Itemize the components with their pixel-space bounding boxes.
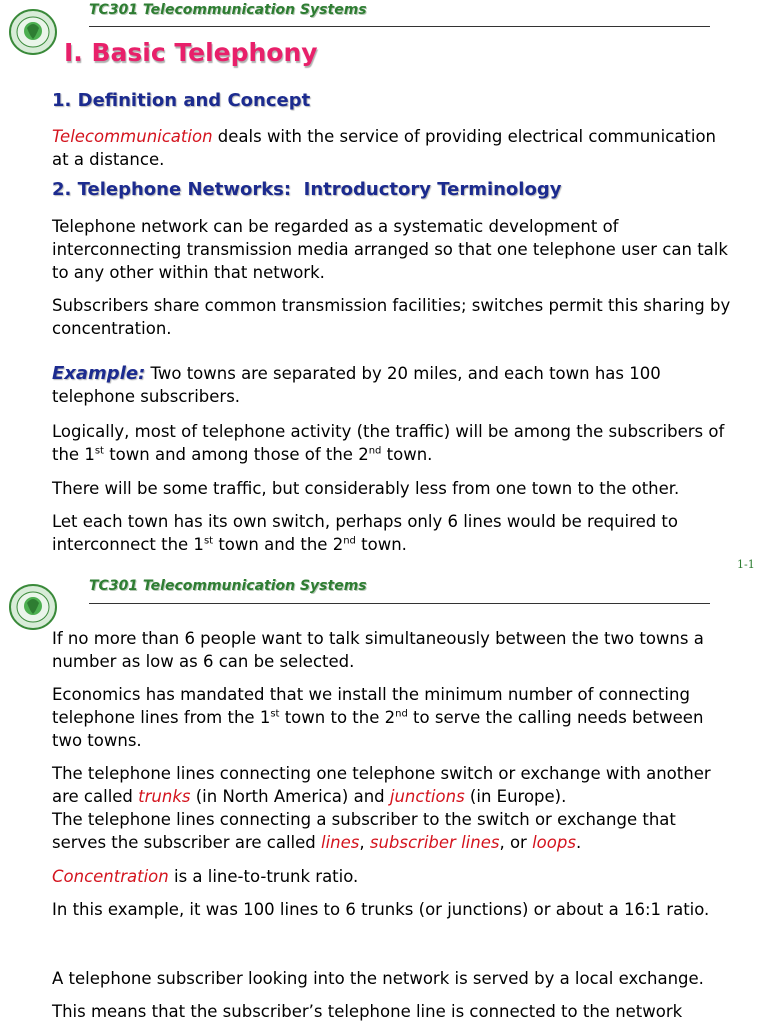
paragraph-trunks-lines: The telephone lines connecting one telephone switch or exchange with another are called trunks (in North America) and junctions (in Europe). The telephone lines connecting a subscriber to the switch or exchange that serves the subscriber are called lines, subscriber lines, or loops. bbox=[52, 764, 711, 852]
header-course-title: TC301 Telecommunication Systems bbox=[89, 2, 367, 18]
section-heading-networks: 2. Telephone Networks: Introductory Terminology bbox=[52, 179, 562, 200]
term-loops: loops bbox=[532, 833, 576, 852]
university-logo-icon bbox=[8, 8, 58, 56]
paragraph-subscriber-line: This means that the subscriber’s telephone line is connected to the network bbox=[52, 1002, 683, 1021]
term-trunks: trunks bbox=[138, 787, 191, 806]
header-rule bbox=[89, 603, 710, 604]
paragraph-example: Example: Two towns are separated by 20 miles, and each town has 100 telephone subscribers. bbox=[52, 363, 661, 406]
term-concentration: Concentration bbox=[52, 867, 169, 886]
definition-paragraph: Telecommunication deals with the service of providing electrical communication at a distance. bbox=[52, 127, 716, 169]
term-telecommunication: Telecommunication bbox=[52, 127, 213, 146]
paragraph-network-definition: Telephone network can be regarded as a systematic development of interconnecting transmission media arranged so that one telephone user can talk to any other within that network. bbox=[52, 217, 728, 282]
paragraph-economics: Economics has mandated that we install the minimum number of connecting telephone lines from the 1st town to the 2nd to serve the calling needs between two towns. bbox=[52, 685, 704, 750]
section-heading-definition: 1. Definition and Concept bbox=[52, 90, 311, 111]
university-logo-icon bbox=[8, 583, 58, 631]
paragraph-own-switch: Let each town has its own switch, perhaps only 6 lines would be required to interconnect the 1st town and the 2nd town. bbox=[52, 512, 679, 554]
term-lines: lines bbox=[320, 833, 360, 852]
term-subscriber-lines: subscriber lines bbox=[369, 833, 500, 852]
term-junctions: junctions bbox=[389, 787, 465, 806]
page-title: I. Basic Telephony bbox=[64, 38, 318, 67]
paragraph-traffic: Logically, most of telephone activity (the traffic) will be among the subscribers of the 1st town and among those of the 2nd town. bbox=[52, 422, 725, 464]
header-rule bbox=[89, 26, 710, 27]
paragraph-shared-facilities: Subscribers share common transmission facilities; switches permit this sharing by concentration. bbox=[52, 296, 731, 338]
header-course-title: TC301 Telecommunication Systems bbox=[89, 578, 367, 594]
page-number: 1-1 bbox=[737, 558, 755, 571]
paragraph-local-exchange: A telephone subscriber looking into the network is served by a local exchange. bbox=[52, 969, 704, 988]
example-label: Example bbox=[52, 363, 139, 384]
paragraph-simultaneous: If no more than 6 people want to talk simultaneously between the two towns a number as low as 6 can be selected. bbox=[52, 629, 704, 671]
paragraph-some-traffic: There will be some traffic, but considerably less from one town to the other. bbox=[52, 479, 680, 498]
paragraph-ratio: In this example, it was 100 lines to 6 trunks (or junctions) or about a 16:1 ratio. bbox=[52, 900, 710, 919]
paragraph-concentration: Concentration is a line-to-trunk ratio. bbox=[52, 867, 359, 886]
